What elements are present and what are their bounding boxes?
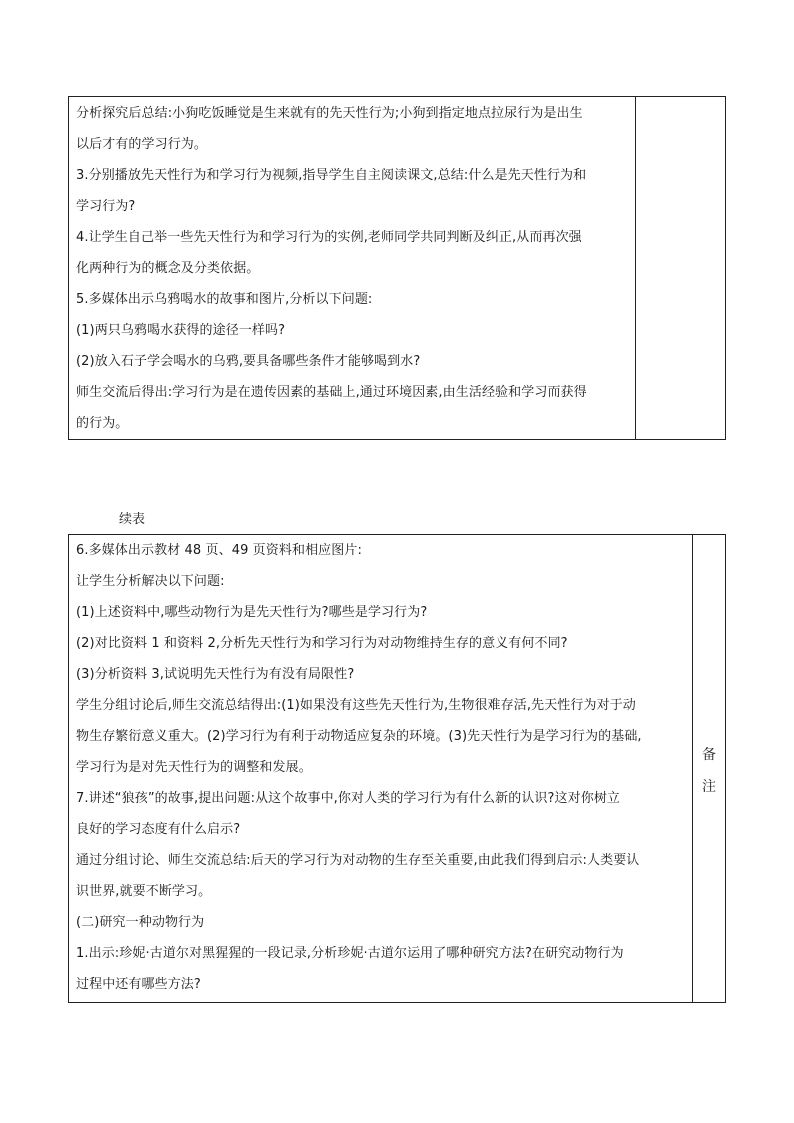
text-line: 7.讲述“狼孩”的故事,提出问题:从这个故事中,你对人类的学习行为有什么新的认识?这对你树立 (76, 791, 621, 806)
remarks-char: 注 (702, 779, 716, 795)
text-line: 师生交流后得出:学习行为是在遗传因素的基础上,通过环境因素,由生活经验和学习而获得 (76, 385, 587, 400)
text-line: 分析探究后总结:小狗吃饭睡觉是生来就有的先天性行为;小狗到指定地点拉尿行为是出生 (76, 106, 583, 121)
text-line: 物生存繁衍意义重大。(2)学习行为有利于动物适应复杂的环境。(3)先天性行为是学习行为的基础, (76, 729, 642, 744)
text-line: (2)放入石子学会喝水的乌鸦,要具备哪些条件才能够喝到水? (76, 354, 421, 369)
text-line: (二)研究一种动物行为 (76, 915, 205, 930)
text-line: 学习行为? (76, 199, 136, 214)
remarks-cell (693, 535, 725, 1002)
lesson-table-top (68, 96, 726, 440)
text-line: 学生分组讨论后,师生交流总结得出:(1)如果没有这些先天性行为,生物很难存活,先天性行为对于动 (76, 698, 636, 713)
lesson-table-bottom (68, 534, 726, 1003)
text-line: 过程中还有哪些方法? (76, 977, 201, 992)
continued-table-caption: 续表 (119, 512, 146, 527)
text-line: 识世界,就要不断学习。 (76, 884, 212, 899)
text-line: 化两种行为的概念及分类依据。 (76, 261, 260, 276)
text-line: 学习行为是对先天性行为的调整和发展。 (76, 760, 312, 775)
text-line: (1)两只乌鸦喝水获得的途径一样吗? (76, 323, 286, 338)
text-line: 1.出示:珍妮·古道尔对黑猩猩的一段记录,分析珍妮·古道尔运用了哪种研究方法?在研究动物行为 (76, 946, 624, 961)
text-line: 4.让学生自己举一些先天性行为和学习行为的实例,老师同学共同判断及纠正,从而再次强 (76, 230, 582, 245)
text-line: (3)分析资料 3,试说明先天性行为有没有局限性? (76, 667, 355, 682)
text-line: (2)对比资料 1 和资料 2,分析先天性行为和学习行为对动物维持生存的意义有何不同? (76, 636, 568, 651)
text-line: 的行为。 (76, 416, 129, 431)
text-line: 让学生分析解决以下问题: (76, 574, 225, 589)
text-line: (1)上述资料中,哪些动物行为是先天性行为?哪些是学习行为? (76, 605, 428, 620)
column-divider (635, 97, 636, 439)
remarks-char: 备 (702, 747, 716, 763)
text-line: 通过分组讨论、师生交流总结:后天的学习行为对动物的生存至关重要,由此我们得到启示:人类要认 (76, 853, 640, 868)
text-line: 5.多媒体出示乌鸦喝水的故事和图片,分析以下问题: (76, 292, 373, 307)
text-line: 6.多媒体出示教材 48 页、49 页资料和相应图片: (76, 543, 362, 558)
text-line: 以后才有的学习行为。 (76, 137, 208, 152)
text-line: 3.分别播放先天性行为和学习行为视频,指导学生自主阅读课文,总结:什么是先天性行为和 (76, 168, 587, 183)
text-line: 良好的学习态度有什么启示? (76, 822, 241, 837)
